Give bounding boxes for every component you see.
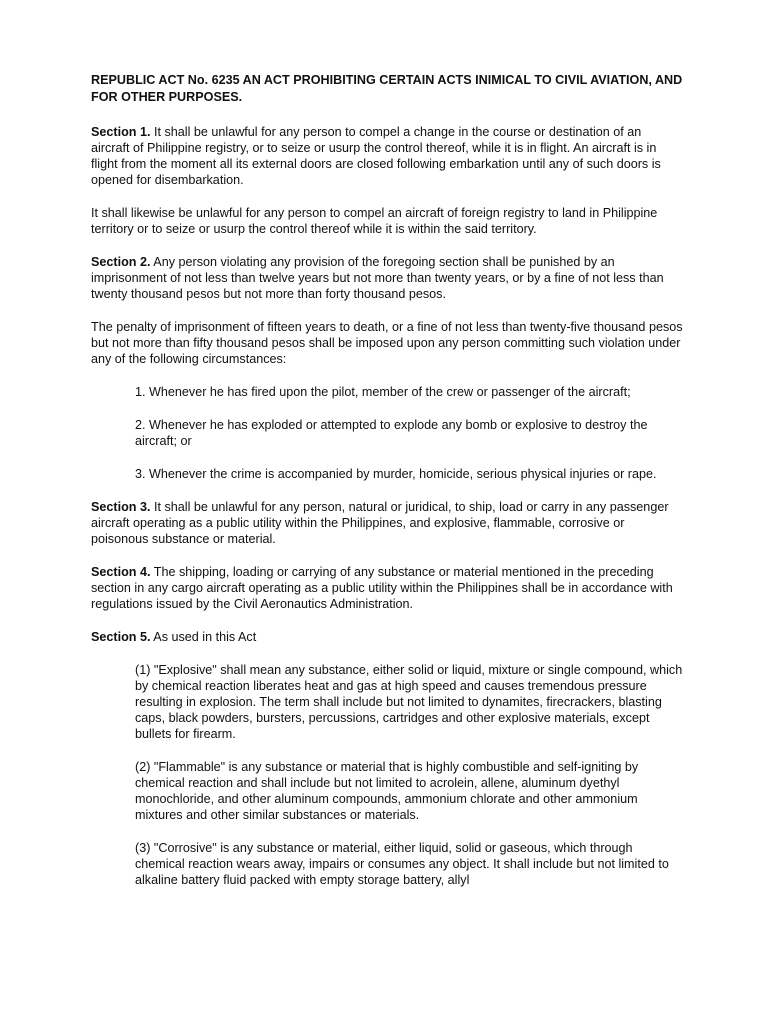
definition-explosive: (1) "Explosive" shall mean any substance, either solid or liquid, mixture or single compound, which by chemical reaction liberates heat and gas at high speed and causes tremendous pressure resulting in explosion. The term shall include but not limited to dynamites, firecrackers, blasting caps, black powders, bursters, percussions, cartridges and other explosive materials, except bullets for firearm. (135, 663, 683, 741)
section-2-penalty-paragraph (91, 319, 683, 367)
section-3-label: Section 3. (91, 500, 151, 514)
section-2-text: Any person violating any provision of the foregoing section shall be punished by an imprisonment of not less than twelve years but not more than twenty years, or by a fine of not less than twenty thousand pesos but not more than forty thousand pesos. (91, 255, 664, 301)
section-1-continuation (91, 205, 683, 237)
section-4-paragraph (91, 564, 683, 612)
section-3-text: It shall be unlawful for any person, natural or juridical, to ship, load or carry in any passenger aircraft operating as a public utility within the Philippines, and explosive, flammable, corrosive or poisonous substance or material. (91, 500, 669, 546)
definition-flammable: (2) "Flammable" is any substance or material that is highly combustible and self-igniting by chemical reaction and shall include but not limited to acrolein, allene, aluminum dyethyl monochloride, and other aluminum compounds, ammonium chlorate and other ammonium mixtures and other similar substances or materials. (135, 760, 639, 822)
section-1-text: It shall be unlawful for any person to compel a change in the course or destination of an aircraft of Philippine registry, or to seize or usurp the control thereof, while it is in flight. An aircraft is in flight from the moment all its external doors are closed following embarkation until any of such doors is opened for disembarkation. (91, 125, 661, 187)
document-page (91, 72, 683, 905)
circumstance-1: 1. Whenever he has fired upon the pilot, member of the crew or passenger of the aircraft; (135, 385, 631, 399)
circumstance-3: 3. Whenever the crime is accompanied by murder, homicide, serious physical injuries or rape. (135, 467, 657, 481)
section-4-label: Section 4. (91, 565, 151, 579)
section-1-paragraph (91, 124, 683, 188)
section-5-label: Section 5. (91, 630, 151, 644)
document-title: REPUBLIC ACT No. 6235 AN ACT PROHIBITING CERTAIN ACTS INIMICAL TO CIVIL AVIATION, AND FOR OTHER PURPOSES. (91, 73, 683, 104)
section-1-label: Section 1. (91, 125, 151, 139)
section-1-continuation-text: It shall likewise be unlawful for any person to compel an aircraft of foreign registry to land in Philippine territory or to seize or usurp the control thereof while it is within the said territory. (91, 206, 658, 236)
definition-corrosive: (3) "Corrosive" is any substance or material, either liquid, solid or gaseous, which through chemical reaction wears away, impairs or consumes any object. It shall include but not limited to alkaline battery fluid packed with empty storage battery, allyl (135, 841, 669, 887)
section-2-penalty-text: The penalty of imprisonment of fifteen years to death, or a fine of not less than twenty-five thousand pesos but not more than fifty thousand pesos shall be imposed upon any person committing such violation under any of the following circumstances: (91, 320, 683, 366)
section-4-text: The shipping, loading or carrying of any substance or material mentioned in the preceding section in any cargo aircraft operating as a public utility within the Philippines shall be in accordance with regulations issued by the Civil Aeronautics Administration. (91, 565, 673, 611)
section-5-paragraph (91, 629, 683, 645)
section-2-label: Section 2. (91, 255, 151, 269)
circumstance-2: 2. Whenever he has exploded or attempted to explode any bomb or explosive to destroy the aircraft; or (135, 418, 648, 448)
section-3-paragraph (91, 499, 683, 547)
section-5-text: As used in this Act (150, 630, 257, 644)
section-2-paragraph (91, 254, 683, 302)
